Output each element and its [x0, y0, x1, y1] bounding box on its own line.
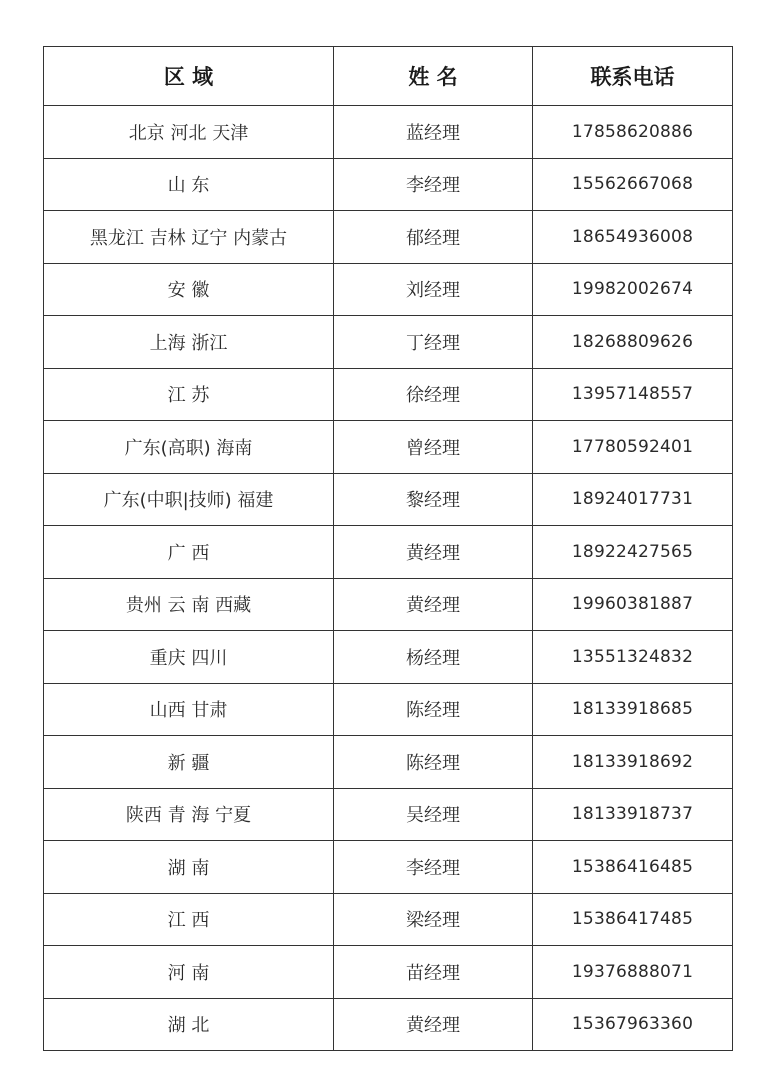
- phone-cell: 15367963360: [533, 998, 733, 1051]
- table-row: [44, 421, 733, 474]
- region-cell: 黑龙江 吉林 辽宁 内蒙古: [44, 211, 334, 264]
- phone-cell: 19960381887: [533, 578, 733, 631]
- manager-name-cell: 刘经理: [334, 263, 533, 316]
- region-cell: 江 苏: [44, 368, 334, 421]
- phone-cell: 18133918737: [533, 788, 733, 841]
- phone-cell: 13551324832: [533, 631, 733, 684]
- table-row: [44, 473, 733, 526]
- table-row: [44, 158, 733, 211]
- table-row: [44, 106, 733, 159]
- manager-name-cell: 黄经理: [334, 526, 533, 579]
- phone-cell: 15562667068: [533, 158, 733, 211]
- manager-name-cell: 李经理: [334, 158, 533, 211]
- manager-name-cell: 陈经理: [334, 736, 533, 789]
- region-cell: 贵州 云 南 西藏: [44, 578, 334, 631]
- table-row: [44, 578, 733, 631]
- table-row: [44, 788, 733, 841]
- table-row: [44, 683, 733, 736]
- table-row: [44, 893, 733, 946]
- table-row: [44, 368, 733, 421]
- region-cell: 山 东: [44, 158, 334, 211]
- region-cell: 湖 南: [44, 841, 334, 894]
- region-cell: 新 疆: [44, 736, 334, 789]
- phone-cell: 18133918692: [533, 736, 733, 789]
- region-cell: 广 西: [44, 526, 334, 579]
- manager-name-cell: 陈经理: [334, 683, 533, 736]
- region-cell: 广东(中职|技师) 福建: [44, 473, 334, 526]
- region-cell: 湖 北: [44, 998, 334, 1051]
- region-cell: 江 西: [44, 893, 334, 946]
- region-cell: 北京 河北 天津: [44, 106, 334, 159]
- phone-cell: 15386417485: [533, 893, 733, 946]
- manager-name-cell: 吴经理: [334, 788, 533, 841]
- table-row: [44, 946, 733, 999]
- phone-cell: 18268809626: [533, 316, 733, 369]
- phone-cell: 15386416485: [533, 841, 733, 894]
- region-cell: 河 南: [44, 946, 334, 999]
- header-name: 姓 名: [334, 47, 533, 106]
- phone-cell: 17858620886: [533, 106, 733, 159]
- region-cell: 重庆 四川: [44, 631, 334, 684]
- table-row: [44, 841, 733, 894]
- phone-cell: 18922427565: [533, 526, 733, 579]
- manager-name-cell: 徐经理: [334, 368, 533, 421]
- table-row: [44, 526, 733, 579]
- table-header-row: [44, 47, 733, 106]
- phone-cell: 18924017731: [533, 473, 733, 526]
- region-cell: 上海 浙江: [44, 316, 334, 369]
- region-cell: 陕西 青 海 宁夏: [44, 788, 334, 841]
- table-row: [44, 998, 733, 1051]
- phone-cell: 17780592401: [533, 421, 733, 474]
- header-phone: 联系电话: [533, 47, 733, 106]
- table-row: [44, 736, 733, 789]
- manager-name-cell: 黄经理: [334, 578, 533, 631]
- region-cell: 安 徽: [44, 263, 334, 316]
- phone-cell: 13957148557: [533, 368, 733, 421]
- manager-name-cell: 郁经理: [334, 211, 533, 264]
- manager-name-cell: 曾经理: [334, 421, 533, 474]
- contacts-table: [43, 46, 733, 1051]
- phone-cell: 19376888071: [533, 946, 733, 999]
- table-row: [44, 263, 733, 316]
- region-cell: 广东(高职) 海南: [44, 421, 334, 474]
- manager-name-cell: 黄经理: [334, 998, 533, 1051]
- manager-name-cell: 黎经理: [334, 473, 533, 526]
- phone-cell: 19982002674: [533, 263, 733, 316]
- manager-name-cell: 苗经理: [334, 946, 533, 999]
- table-row: [44, 316, 733, 369]
- manager-name-cell: 蓝经理: [334, 106, 533, 159]
- region-cell: 山西 甘肃: [44, 683, 334, 736]
- manager-name-cell: 李经理: [334, 841, 533, 894]
- phone-cell: 18654936008: [533, 211, 733, 264]
- phone-cell: 18133918685: [533, 683, 733, 736]
- manager-name-cell: 丁经理: [334, 316, 533, 369]
- header-region: 区 域: [44, 47, 334, 106]
- manager-name-cell: 杨经理: [334, 631, 533, 684]
- manager-name-cell: 梁经理: [334, 893, 533, 946]
- table-row: [44, 211, 733, 264]
- table-row: [44, 631, 733, 684]
